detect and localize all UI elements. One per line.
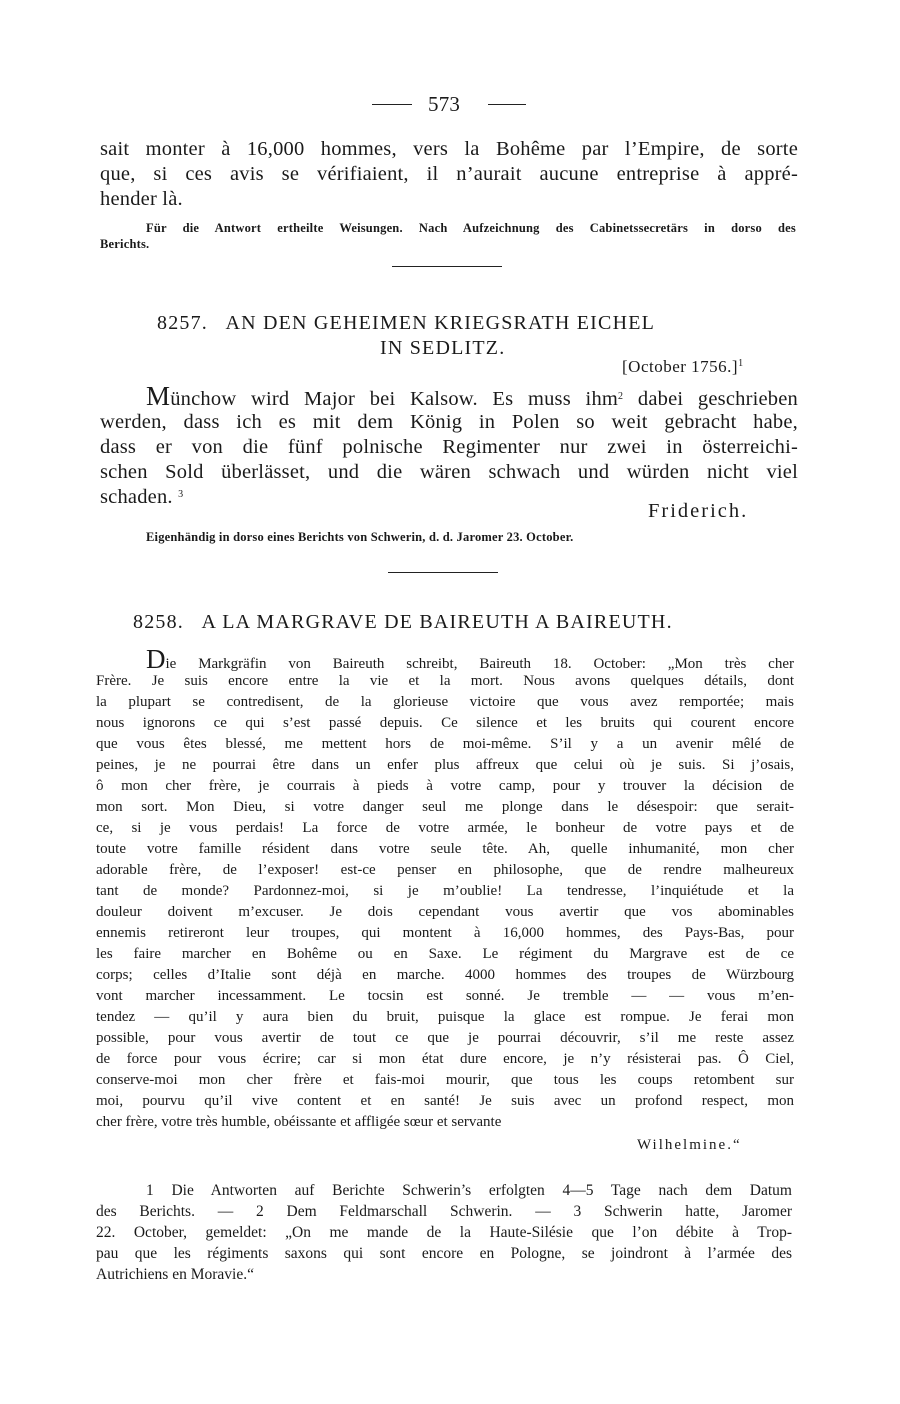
letter-8258-line: corps; celles d’Italie sont déjà en marche. 4000 hommes des troupes de Würzbourg: [96, 967, 794, 983]
letter-8257-number: 8257.: [157, 312, 208, 334]
footnote-ref-2: 2: [618, 391, 624, 402]
letter-8257-line-2: werden, dass ich es mit dem König in Polen so weit gebracht habe,: [100, 411, 798, 433]
intro-line-3: hender là.: [100, 188, 183, 210]
header-rule-right: [488, 104, 526, 105]
letter-8258-line: douleur doivent m’excuser. Je dois cependant vous avertir que vos abominables: [96, 904, 794, 920]
page-number: 573: [428, 92, 461, 116]
letter-8257-line-4: schen Sold überlässet, und die wären schwach und würden nicht viel: [100, 461, 798, 483]
letter-8258-line: Frère. Je suis encore entre la vie et la mort. Nous avons quelques détails, dont: [96, 673, 794, 689]
letter-8257-note: Eigenhändig in dorso eines Berichts von Schwerin, d. d. Jaromer 23. October.: [146, 530, 574, 544]
footnote-line: 22. October, gemeldet: „On me mande de la Haute-Silésie que l’on débite à Trop-: [96, 1224, 792, 1241]
letter-8258-line: adorable frère, de l’exposer! est-ce penser en philosophe, que de rendre malheureux: [96, 862, 794, 878]
letter-8258-signature: Wilhelmine.“: [637, 1137, 742, 1153]
letter-8258-line: toute votre famille résident dans votre seule tête. Ah, quelle inhumanité, mon cher: [96, 841, 794, 857]
letter-8258-line: conserve-moi mon cher frère et fais-moi mourir, que tous les coups retombent sur: [96, 1072, 794, 1088]
intro-line-2: que, si ces avis se vérifiaient, il n’aurait aucune entreprise à appré-: [100, 163, 798, 185]
letter-8258-line: mon sort. Mon Dieu, si votre danger seul me plonge dans le désespoir: que serait-: [96, 799, 794, 815]
letter-8258-initial: D: [146, 644, 166, 674]
letter-8258-line: la plupart se contredisent, de la glorieuse victoire que vous avez remportée; mais: [96, 694, 794, 710]
letter-8258-line: que vous êtes blessé, me mettent hors de moi-même. S’il y a un avenir mêlé de: [96, 736, 794, 752]
footnote-line: 1 Die Antworten auf Berichte Schwerin’s erfolgten 4—5 Tage nach dem Datum: [146, 1182, 792, 1199]
letter-8258-line: vont marcher incessamment. Le tocsin est sonné. Je tremble — — vous m’en-: [96, 988, 794, 1004]
letter-8257-date-text: [October 1756.]: [622, 357, 739, 376]
letter-8257-title-line-1: AN DEN GEHEIMEN KRIEGSRATH EICHEL: [225, 312, 656, 334]
letter-8258-line: ô mon cher frère, je courrais à pieds à votre camp, pour y trouver la décision de: [96, 778, 794, 794]
letter-8258-title: A LA MARGRAVE DE BAIREUTH A BAIREUTH.: [201, 611, 673, 633]
letter-8258-line: les faire marcher en Bohême ou en Saxe. Le régiment du Margrave est de ce: [96, 946, 794, 962]
letter-8258-line: tant de monde? Pardonnez-moi, si je m’oublie! La tendresse, l’inquiétude et la: [96, 883, 794, 899]
footnote-line: des Berichts. — 2 Dem Feldmarschall Schwerin. — 3 Schwerin hatte, Jaromer: [96, 1203, 792, 1220]
intro-note-line-2: Berichts.: [100, 237, 150, 251]
letter-8258-line: ce, si je vous perdais! La force de votre armée, le bonheur de votre pays et de: [96, 820, 794, 836]
letter-8257-line-1: [146, 381, 799, 412]
letter-8257-signature: Friderich.: [648, 500, 749, 522]
letter-8258-line: peines, je ne pourrai être dans un enfer plus affreux que celui où je suis. Si j’osais,: [96, 757, 794, 773]
letter-8258-line: moi, pourvu qu’il vive content et en santé! Je suis avec un profond respect, mon: [96, 1093, 794, 1109]
letter-8258-line: possible, pour vous avertir de tout ce que je pourrai découvrir, s’il me reste assez: [96, 1030, 794, 1046]
intro-note-line-1: Für die Antwort ertheilte Weisungen. Nach Aufzeichnung des Cabinetssecretärs in dorso des: [146, 221, 796, 235]
letter-8258-line-1-text: ie Markgräfin von Baireuth schreibt, Baireuth 18. October: „Mon très cher: [165, 656, 794, 672]
letter-8258-heading: [133, 611, 673, 634]
letter-8257-heading: [157, 312, 655, 335]
footnote-line: pau que les régiments saxons qui sont encore en Pologne, se joindront à l’armée des: [96, 1245, 792, 1262]
letter-8258-last-line: cher frère, votre très humble, obéissante et affligée sœur et servante: [96, 1114, 502, 1130]
letter-8257-line-3: dass er von die fünf polnische Regimenter nur zwei in österreichi-: [100, 436, 798, 458]
letter-8258-line: ennemis retireront leur troupes, qui montent à 16,000 hommes, des Pays-Bas, pour: [96, 925, 794, 941]
letter-8257-line-5-text: schaden.: [100, 486, 173, 508]
intro-line-1: sait monter à 16,000 hommes, vers la Bohême par l’Empire, de sorte: [100, 138, 798, 160]
letter-8257-title-line-2: IN SEDLITZ.: [380, 337, 506, 359]
letter-8257-line-1-text: ünchow wird Major bei Kalsow. Es muss ihm: [170, 388, 619, 410]
section-divider-2: [388, 572, 498, 573]
footnote-ref-3: 3: [178, 489, 184, 500]
header-rule-left: [372, 104, 412, 105]
letter-8257-line-1-rest: dabei geschrieben: [623, 388, 799, 410]
letter-8258-line: de force pour vous écrire; car si mon état dure encore, je n’y résisterai pas. Ô Ciel,: [96, 1051, 794, 1067]
letter-8258-line: nous ignorons ce qui s’est passé depuis. Ce silence et les bruits qui courent encore: [96, 715, 794, 731]
footnote-final-line: Autrichiens en Moravie.“: [96, 1266, 254, 1283]
letter-8257-date: [622, 357, 744, 377]
letter-8257-initial: M: [146, 381, 171, 411]
letter-8258-line: tendez — qu’il y aura bien du bruit, puisque la glace est rompue. Je ferai mon: [96, 1009, 794, 1025]
letter-8257-line-5: [100, 485, 183, 510]
footnote-ref-1: 1: [738, 358, 744, 369]
letter-8258-number: 8258.: [133, 611, 184, 633]
section-divider-1: [392, 266, 502, 267]
